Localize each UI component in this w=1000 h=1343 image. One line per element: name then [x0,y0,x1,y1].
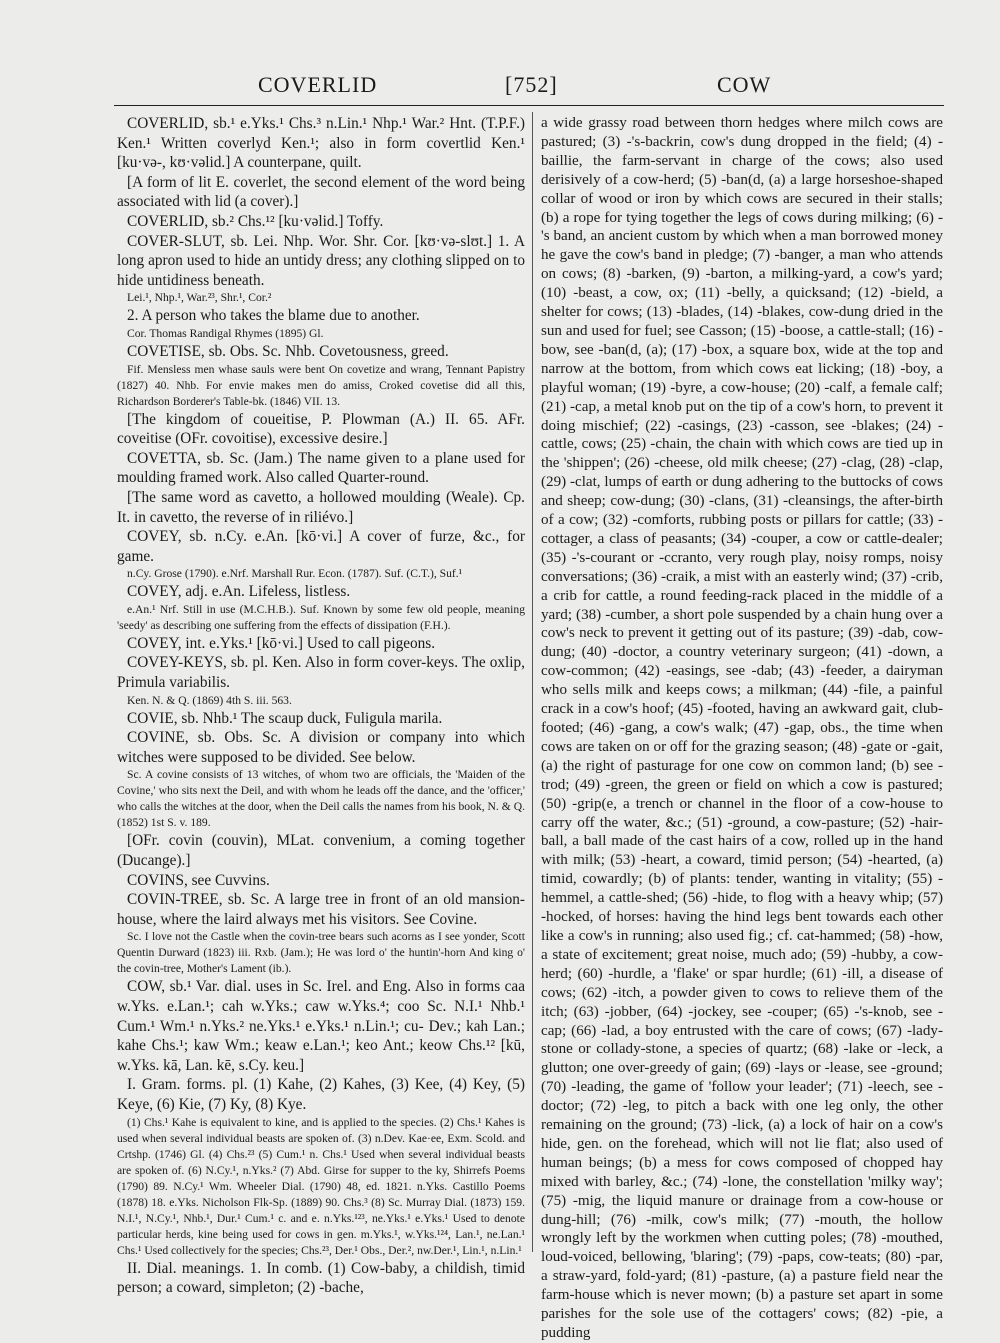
column-divider [532,112,533,1252]
entry-paragraph: COW, sb.¹ Var. dial. uses in Sc. Irel. and Eng. Also in forms caa w.Yks. e.Lan.¹; cah w.Yks.; caw w.Yks.⁴; coo Sc. N.I.¹ Nhb.¹ Cum.¹ Wm.¹ n.Yks.² ne.Yks.¹ e.Yks.¹ n.Lin.¹; cu- Dev.; kah Lan.; kahe Chs.¹; kaw Wm.; keaw e.Lan.¹; keo Ant.; keow Chs.¹² [kū, w.Yks. kā, Lan. kē, s.Cy. keu.] [117,978,525,1074]
header-rule [114,105,944,106]
citation-paragraph: Ken. N. & Q. (1869) 4th S. iii. 563. [127,693,292,707]
header-right-guideword: COW [717,72,772,97]
entry-paragraph: COVIE, sb. Nhb.¹ The scaup duck, Fuligula marila. [127,709,443,727]
entry-paragraph: COVEY-KEYS, sb. pl. Ken. Also in form cover-keys. The oxlip, Primula variabilis. [117,654,525,692]
entry-paragraph: I. Gram. forms. pl. (1) Kahe, (2) Kahes, (3) Kee, (4) Key, (5) Keye, (6) Kie, (7) Ky, (8) Kye. [117,1076,525,1113]
etymology-paragraph: [A form of lit E. coverlet, the second element of the word being associated with lid (a cover).] [117,173,525,211]
citation-paragraph: Sc. A covine consists of 13 witches, of whom two are officials, the 'Maiden of the Covine,' who sits next the Deil, and with whom he leads off the dance, and the 'officer,' who calls the witches at the door, when the Deil calls the names from his book, N. & Q. (1852) 1st S. v. 189. [117,768,525,830]
running-header [0,72,1000,106]
citation-paragraph: n.Cy. Grose (1790). e.Nrf. Marshall Rur. Econ. (1787). Suf. (C.T.), Suf.¹ [127,567,463,581]
entry-paragraph: 2. A person who takes the blame due to another. [127,307,420,325]
left-column [117,114,525,1297]
etymology-paragraph: [The kingdom of coueitise, P. Plowman (A.) II. 65. AFr. coveitise (OFr. covoitise), excessive desire.] [117,410,525,448]
entry-paragraph: COVETISE, sb. Obs. Sc. Nhb. Covetousness, greed. [127,342,449,360]
page-number: [752] [505,72,558,97]
entry-paragraph: COVEY, sb. n.Cy. e.An. [kō·vi.] A cover of furze, &c., for game. [117,528,525,565]
right-column [541,114,943,1341]
entry-paragraph: COVINS, see Cuvvins. [127,871,270,889]
citation-paragraph: Fif. Mensless men whase sauls were bent On covetize and wrang, Tennant Papistry (1827) 40. Nhb. For envie makes men do amiss, Croked covetise did all this, Richardson Borderer's Table-bk. (1846) VII. 13. [117,362,525,408]
entry-paragraph: a wide grassy road between thorn hedges where milch cows are pastured; (3) -'s-backrin, cow's dung dropped in the field; (4) -baillie, the farm-servant in charge of the cows; also used derisively of a cow-herd; (5) -ban(d, (a) a large horseshoe-shaped collar of wood or iron by which cows are secured in their stalls; (b) a rope for tying together the legs of cows during milking; (6) -'s band, an ancient custom by which when a man borrowed money he gave the cow's band in pledge; (7) -banger, a man who attends on cows; (8) -barken, (9) -barton, a milking-yard, a cow's yard; (10) -beast, a cow, ox; (11) -belly, a quicksand; (12) -bield, a shelter for cows; (13) -blades, (14) -blakes, cow-dung dried in the sun and used for fuel; see Casson; (15) -boose, a cattle-stall; (16) -bow, see -ban(d, (a); (17) -box, a square box, wide at the top and narrow at the bottom, from which cows eat licking; (18) -boy, a playful woman; (19) -byre, a cow-house; (20) -calf, a female calf; (21) -cap, a metal knob put on the tip of a cow's horn, to prevent it doing mischief; (22) -casings, (23) -casson, see -blakes; (24) -cattle, cows; (25) -chain, the chain with which cows are tied up in the 'shippen'; (26) -cheese, old milk cheese; (27) -clag, (28) -clap, (29) -clat, lumps of earth or dung adhering to the buttocks of cows and sheep; cow-dung; (30) -clans, (31) -cleansings, the after-birth of a cow; (32) -comforts, rubbing posts or pillars for cattle; (33) -cottager, a class of peasants; (34) -couper, a cow or cattle-dealer; (35) -'s-courant or -ccranto, very rough play, noisy romps, noisy conversations; (36) -craik, a mist with an easterly wind; (37) -crib, a crib for cattle, a round feeding-rack placed in the middle of a yard; (38) -cumber, a short pole suspended by a chain hung over a cow's neck to prevent it getting out of its pasture; (39) -dab, cow-dung; (40) -doctor, a country veterinary surgeon; (41) -down, a cow-common; (42) -easings, see -dab; (43) -feeder, a dairyman who sells milk and keeps cows; a milkman; (44) -file, a painful crack in a cow's hoof; (45) -footed, having an awkward gait, club-footed; (46) -gang, a cow's walk; (47) -gap, obs., the time when cows are taken on or off for the grazing season; (48) -gate or -gait, (a) the right of pasturage for one cow on common land; (b) see -trod; (49) -green, the green or field on which a cow is pastured; (50) -grip(e, a trench or channel in the floor of a cow-house to carry off the water, &c.; (51) -ground, a cow-pasture; (52) -hair-ball, a ball made of the cast hairs of a cow, rolled up in the hand with milk; (53) -heart, a coward, timid person; (54) -hearted, (a) timid, cowardly; (b) of plants: tender, wanting in vitality; (55) -hemmel, a cattle-shed; (56) -hide, to flog with a heavy whip; (57) -hocked, of horses: having the hind legs bent towards each other like a cow's in running; also used fig.; cf. cat-hammed; (58) -how, a state of excitement; great noise, much ado; (59) -hubby, a cow-herd; (60) -hurdle, a 'flake' or spar hurdle; (61) -ill, a disease of cows; (62) -itch, a powder given to cows to relieve them of the itch; (63) -jobber, (64) -jockey, see -couper; (65) -'s-knob, see -cap; (66) -lad, a boy entrusted with the care of cows; (67) -lady-stone or collady-stone, a species of quartz; (68) -lake or -leck, a glutton; one over-greedy of gain; (69) -lays or -lease, see -ground; (70) -leading, the game of 'follow your leader'; (71) -leech, see -doctor; (72) -leg, to pitch a back with one leg only, the other remaining on the ground; (73) -lick, (a) a lock of hair on a cow's hide, gen. on the forehead, which will not lie flat; also used of human beings; (b) a mess for cows composed of chopped hay mixed with barley, &c.; (74) -lone, the constellation 'milky way'; (75) -mig, the liquid manure or drainage from a cow-house or dung-hill; (76) -milk, cow's milk; (77) -mouth, the hollow wrongly left by the workmen when cutting poles; (78) -mouthed, loud-voiced, bellowing, 'blaring'; (79) -paps, cow-teats; (80) -par, a straw-yard, fold-yard; (81) -pasture, (a) a pasture field near the farm-house which is never mown; (b) a pasture set apart in some parishes for the sole use of the cottagers' cows; (82) -pie, a pudding [541,115,943,1341]
entry-paragraph: COVERLID, sb.² Chs.¹² [ku·vəlid.] Toffy. [127,212,384,230]
entry-paragraph: COVETTA, sb. Sc. (Jam.) The name given to a plane used for moulding framed work. Also called Quarter-round. [117,449,525,487]
entry-paragraph: COVINE, sb. Obs. Sc. A division or company into which witches were supposed to be divided. See below. [117,729,525,766]
citation-paragraph: Lei.¹, Nhp.¹, War.²³, Shr.¹, Cor.² [127,291,272,305]
citation-paragraph: Sc. I love not the Castle when the covin-tree bears such acorns as I see yonder, Scott Quentin Durward (1823) iii. Rxb. (Jam.); He was lord o' the huntin'-horn And king o' the covin-tree, Mother's Lament (ib.). [117,930,525,976]
etymology-paragraph: [The same word as cavetto, a hollowed moulding (Weale). Cp. It. in cavetto, the reverse of in riliévo.] [117,488,525,526]
entry-paragraph: COVEY, adj. e.An. Lifeless, listless. [127,583,351,601]
entry-paragraph: COVER-SLUT, sb. Lei. Nhp. Wor. Shr. Cor. [kʊ·və-slʊt.] 1. A long apron used to hide an untidy dress; any clothing slipped on to hide untidiness beneath. [117,232,525,289]
citation-paragraph: (1) Chs.¹ Kahe is equivalent to kine, and is applied to the species. (2) Chs.¹ Kahes is used when several individual beasts are spoken of. (3) n.Dev. Kae·ee, Exm. Scold. and Crtshp. (1746) Gl. (4) Chs.²³ (5) Cum.¹ n. Chs.¹ Used when several individual beasts are spoken of. (6) N.Cy.¹, n.Yks.² (7) Abd. Girse for supper to the ky, Shirrefs Poems (1790) 89. N.Cy.¹ Wm. Wheeler Dial. (1790) 48, ed. 1821. n.Yks. Castillo Poems (1878) 18. e.Yks. Nicholson Flk-Sp. (1889) 90. Chs.³ (8) Sc. Murray Dial. (1873) 159. N.I.¹, N.Cy.¹, Nhb.¹, Dur.¹ Cum.¹ c. and e. n.Yks.¹²³, ne.Yks.¹ e.Yks.¹ Used to denote particular herds, kine being used for cows in gen. m.Yks.¹, w.Yks.¹²⁴, Lan.¹, ne.Lan.¹ Chs.¹ Used collectively for the species; Chs.²³, Der.¹ Obs., Der.², nw.Der.¹, Lin.¹, n.Lin.¹ [117,1115,525,1257]
etymology-paragraph: [OFr. covin (couvin), MLat. convenium, a coming together (Ducange).] [117,832,525,870]
citation-paragraph: e.An.¹ Nrf. Still in use (M.C.H.B.). Suf. Known by some few old people, meaning 'seedy' as describing one suffering from the effects of dissipation (F.H.). [117,602,525,632]
citation-paragraph: Cor. Thomas Randigal Rhymes (1895) Gl. [127,326,324,340]
entry-paragraph: COVERLID, sb.¹ e.Yks.¹ Chs.³ n.Lin.¹ Nhp.¹ War.² Hnt. (T.P.F.) Ken.¹ Written coverlyd Ken.¹; also in form covertlid Ken.¹ [ku·və-, kʊ·vəlid.] A counterpane, quilt. [117,115,525,172]
entry-paragraph: COVIN-TREE, sb. Sc. A large tree in front of an old mansion-house, where the laird always met his visitors. See Covine. [117,891,525,928]
entry-paragraph: II. Dial. meanings. 1. In comb. (1) Cow-baby, a childish, timid person; a coward, simpleton; (2) -bache, [117,1259,525,1297]
entry-paragraph: COVEY, int. e.Yks.¹ [kō·vi.] Used to call pigeons. [127,634,436,652]
header-left-guideword: COVERLID [258,72,378,97]
